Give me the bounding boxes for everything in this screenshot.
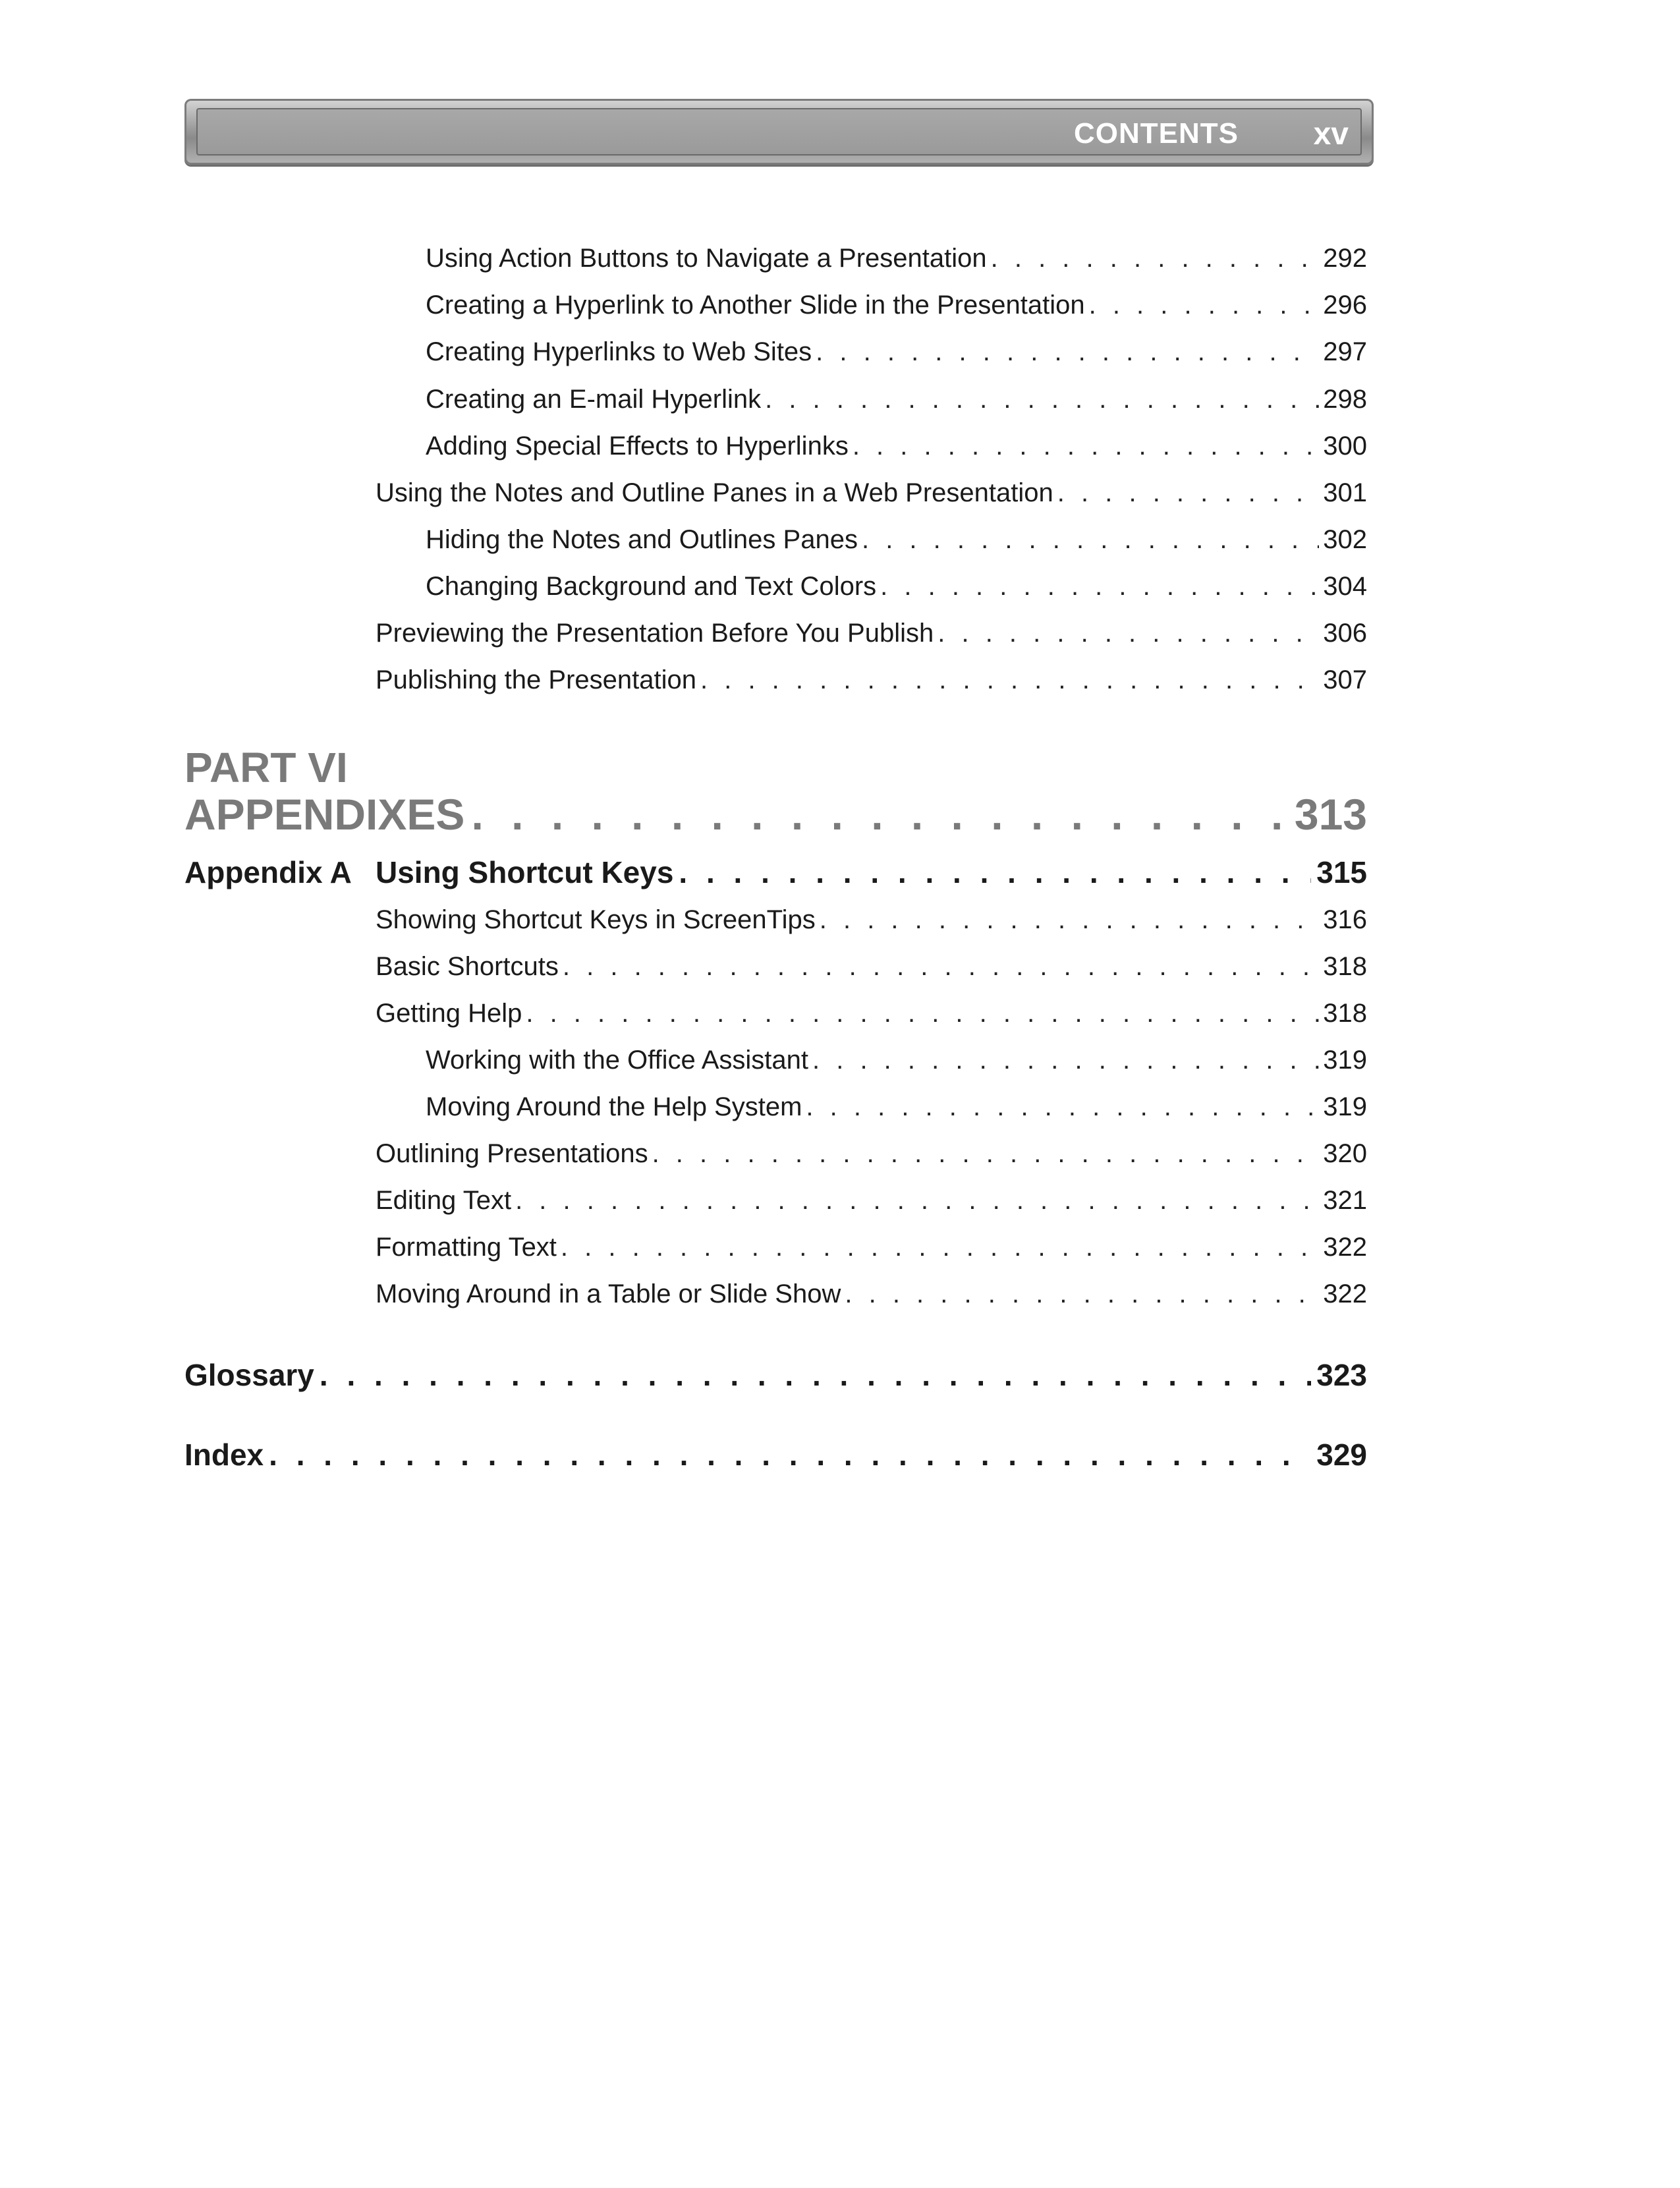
dot-leader <box>320 1357 1311 1393</box>
toc-entry-page: 301 <box>1323 478 1367 507</box>
dot-leader <box>1057 478 1319 508</box>
appendix-entry[interactable] <box>184 855 1367 890</box>
dot-leader <box>471 789 1287 839</box>
appendix-title: Using Shortcut Keys <box>376 855 674 889</box>
dot-leader <box>1089 291 1320 320</box>
toc-entry-page: 298 <box>1323 385 1367 414</box>
toc-entry-title: Previewing the Presentation Before You Publish <box>376 619 934 648</box>
appendix-label: Appendix A <box>184 855 352 889</box>
dot-leader <box>806 1092 1319 1122</box>
toc-entry-page: 292 <box>1323 244 1367 273</box>
dot-leader <box>679 855 1311 890</box>
toc-entry[interactable] <box>376 665 1367 695</box>
toc-entry-page: 296 <box>1323 291 1367 320</box>
toc-entry[interactable] <box>376 905 1367 935</box>
toc-entry-page: 316 <box>1323 905 1367 934</box>
toc-entry[interactable] <box>376 1279 1367 1309</box>
toc-entry-title: Hiding the Notes and Outlines Panes <box>426 525 858 554</box>
part-label: PART VI <box>184 744 348 791</box>
toc-entry[interactable] <box>426 1046 1367 1075</box>
toc-entry-page: 302 <box>1323 525 1367 554</box>
toc-entry-page: 322 <box>1323 1233 1367 1262</box>
dot-leader <box>526 999 1319 1028</box>
part-page: 313 <box>1294 790 1367 839</box>
toc-entry-page: 307 <box>1323 665 1367 694</box>
part-title: APPENDIXES <box>184 790 465 839</box>
toc-entry-title: Basic Shortcuts <box>376 952 559 981</box>
contents-header-bar <box>184 99 1374 165</box>
toc-entry-page: 320 <box>1323 1139 1367 1168</box>
toc-entry[interactable] <box>426 525 1367 555</box>
header-section-title: CONTENTS <box>1074 117 1239 150</box>
toc-entry[interactable] <box>426 291 1367 320</box>
toc-entry[interactable] <box>376 1186 1367 1216</box>
toc-entry[interactable] <box>376 478 1367 508</box>
toc-entry[interactable] <box>376 1139 1367 1169</box>
toc-entry[interactable] <box>376 1233 1367 1262</box>
toc-entry[interactable] <box>426 1092 1367 1122</box>
dot-leader <box>845 1279 1319 1309</box>
toc-entry-title: Adding Special Effects to Hyperlinks <box>426 432 849 461</box>
part-title-entry[interactable] <box>184 789 1367 839</box>
glossary-title: Glossary <box>184 1358 314 1392</box>
toc-entry-page: 318 <box>1323 952 1367 981</box>
dot-leader <box>515 1186 1319 1216</box>
toc-entry-title: Using the Notes and Outline Panes in a Web Presentation <box>376 478 1053 507</box>
dot-leader <box>700 665 1319 695</box>
dot-leader <box>269 1437 1311 1473</box>
index-page: 329 <box>1316 1438 1367 1472</box>
toc-entry-title: Creating an E-mail Hyperlink <box>426 385 762 414</box>
appendix-page: 315 <box>1316 855 1367 889</box>
toc-entry-title: Changing Background and Text Colors <box>426 572 877 601</box>
dot-leader <box>880 572 1319 602</box>
toc-entry-page: 297 <box>1323 337 1367 366</box>
toc-entry-page: 304 <box>1323 572 1367 601</box>
toc-entry-title: Getting Help <box>376 999 522 1028</box>
toc-entry[interactable] <box>426 432 1367 461</box>
toc-entry-title: Using Action Buttons to Navigate a Presentation <box>426 244 987 273</box>
toc-entry[interactable] <box>376 952 1367 982</box>
toc-entry-title: Moving Around in a Table or Slide Show <box>376 1279 841 1308</box>
toc-entry-title: Working with the Office Assistant <box>426 1046 808 1075</box>
toc-entry-title: Moving Around the Help System <box>426 1092 802 1121</box>
toc-entry-title: Publishing the Presentation <box>376 665 696 694</box>
index-title: Index <box>184 1438 264 1472</box>
glossary-page: 323 <box>1316 1358 1367 1392</box>
toc-entry-title: Formatting Text <box>376 1233 557 1262</box>
toc-entry-title: Editing Text <box>376 1186 512 1215</box>
glossary-entry[interactable] <box>184 1357 1367 1393</box>
toc-entry-page: 321 <box>1323 1186 1367 1215</box>
dot-leader <box>563 952 1319 982</box>
toc-entry[interactable] <box>426 337 1367 367</box>
toc-entry-page: 322 <box>1323 1279 1367 1308</box>
toc-entry-page: 319 <box>1323 1092 1367 1121</box>
toc-entry-page: 319 <box>1323 1046 1367 1075</box>
toc-entry-page: 306 <box>1323 619 1367 648</box>
dot-leader <box>816 337 1319 367</box>
toc-entry-page: 300 <box>1323 432 1367 461</box>
toc-entry-title: Creating a Hyperlink to Another Slide in the Presentation <box>426 291 1085 320</box>
dot-leader <box>862 525 1319 555</box>
dot-leader <box>652 1139 1320 1169</box>
dot-leader <box>561 1233 1319 1262</box>
dot-leader <box>820 905 1320 935</box>
toc-entry[interactable] <box>426 244 1367 273</box>
dot-leader <box>853 432 1319 461</box>
dot-leader <box>765 385 1319 414</box>
toc-entry-title: Outlining Presentations <box>376 1139 648 1168</box>
index-entry[interactable] <box>184 1437 1367 1473</box>
toc-entry[interactable] <box>426 385 1367 414</box>
header-page-number: xv <box>1313 117 1349 152</box>
dot-leader <box>991 244 1320 273</box>
toc-entry[interactable] <box>376 999 1367 1028</box>
dot-leader <box>812 1046 1319 1075</box>
dot-leader <box>938 619 1319 648</box>
toc-entry[interactable] <box>426 572 1367 602</box>
toc-entry[interactable] <box>376 619 1367 648</box>
toc-entry-title: Showing Shortcut Keys in ScreenTips <box>376 905 816 934</box>
toc-entry-page: 318 <box>1323 999 1367 1028</box>
toc-entry-title: Creating Hyperlinks to Web Sites <box>426 337 812 366</box>
